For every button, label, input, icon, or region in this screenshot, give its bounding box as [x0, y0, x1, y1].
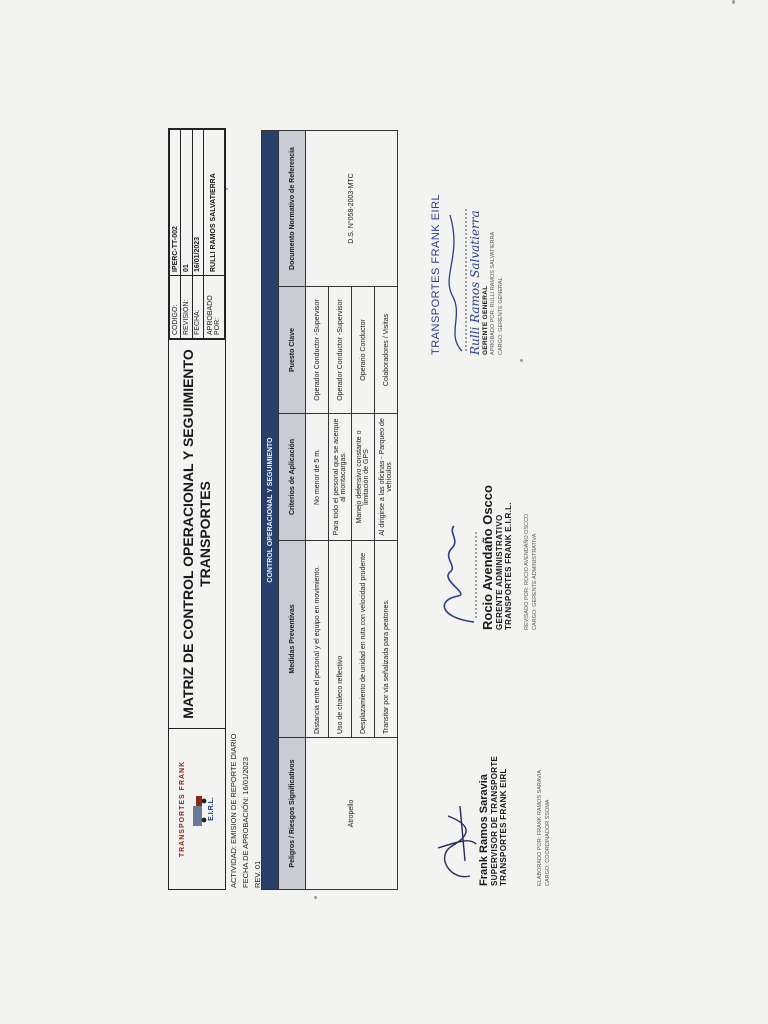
handwritten-signature [430, 796, 478, 886]
meta-value: IPERC-TT-002 [170, 130, 181, 276]
meta-value: 01 [181, 130, 192, 276]
criterio-cell: Al dirigirse a las oficinas - Parqueo de vehículos [375, 414, 398, 541]
column-header: Peligros / Riesgos Significativos [279, 738, 306, 890]
hazard-cell: Atropello [306, 738, 398, 890]
puesto-cell: Operario Conductor [352, 287, 375, 414]
column-header: Criterios de Aplicación [279, 414, 306, 541]
document-title [169, 339, 225, 728]
column-header: Documento Normativo de Referencia [279, 131, 306, 287]
criterio-cell: Manejo defensivo constante o limitación de GPS [352, 414, 375, 541]
matrix-document [140, 120, 610, 900]
activity-info [228, 734, 264, 888]
criterio-cell: No menor de 5 m. [306, 414, 329, 541]
signer-company: TRANSPORTES FRANK EIRL [499, 768, 508, 886]
section-title: CONTROL OPERACIONAL Y SEGUIMIENTO [262, 131, 279, 890]
criterio-cell: Para todo el personal que se acerque al montacargas. [329, 414, 352, 541]
activity-line: ACTIVIDAD: EMISION DE REPORTE DIARIO [229, 733, 238, 888]
column-header: Puesto Clave [279, 287, 306, 414]
meta-row [170, 130, 181, 339]
meta-value: 16/01/2023 [192, 130, 203, 276]
normativo-cell: D.S. N°058-2003-MTC [306, 131, 398, 287]
medida-cell: Desplazamiento de unidad en ruta con velocidad prudente [352, 541, 375, 738]
truck-icon [187, 790, 207, 828]
meta-row [192, 130, 203, 339]
approval-date: FECHA DE APROBACIÓN: 16/01/2023 [241, 757, 250, 888]
title-line-2: TRANSPORTES [197, 481, 213, 587]
handwritten-signature [430, 520, 480, 630]
handwritten-signature [442, 205, 468, 355]
meta-row [181, 130, 192, 339]
title-line-1: MATRIZ DE CONTROL OPERACIONAL Y SEGUIMIENTO [179, 349, 196, 719]
prepared-position: CARGO: COORDINADOR SSOMA [545, 799, 551, 886]
company-stamp: TRANSPORTES FRANK EIRL [430, 193, 442, 355]
signature-block-reviewed [430, 410, 539, 630]
signature-block-prepared [430, 686, 552, 886]
puesto-cell: Operador Conductor -Supervisor [329, 287, 352, 414]
table-row [306, 131, 329, 890]
signer-name: Rulli Ramos Salvatierra [468, 210, 482, 355]
document-header [168, 128, 226, 890]
column-header: Medidas Preventivas [279, 541, 306, 738]
meta-key: APROBADO POR: [203, 276, 224, 339]
reviewed-position: CARGO: GERENTE ADMINISTRATIVA [532, 533, 538, 630]
signer-role: GERENTE GENERAL [482, 285, 489, 355]
signer-role: SUPERVISOR DE TRANSPORTE [490, 755, 499, 886]
meta-key: CODIGO: [170, 276, 181, 339]
revision: REV. 01 [253, 860, 262, 888]
document-meta [169, 129, 225, 339]
signer-company: TRANSPORTES FRANK E.I.R.L. [504, 502, 513, 630]
medida-cell: Transitar por vía señalizada para peatones. [375, 541, 398, 738]
meta-key: FECHA: [192, 276, 203, 339]
approved-position: CARGO: GERENTE GENERAL [498, 277, 504, 355]
reviewed-by: REVISADO POR: ROCIO AVENDAÑO OSCCO [524, 513, 530, 630]
signer-name: Frank Ramos Saravia [478, 774, 490, 886]
company-logo [169, 728, 225, 889]
signature-block-approved [430, 135, 505, 355]
puesto-cell: Operador Conductor -Supervisor [306, 287, 329, 414]
approved-by: APROBADO POR: RULLI RAMOS SALVATIERRA [490, 231, 496, 355]
signer-role: GERENTE ADMINISTRATIVO [495, 514, 504, 630]
prepared-by: ELABORADO POR: FRANK RAMOS SARAVIA [537, 769, 543, 886]
signer-name: Rocio Avendaño Oscco [480, 485, 495, 630]
medida-cell: Distancia entre el personal y el equipo en movimiento. [306, 541, 329, 738]
scan-speck [732, 0, 735, 4]
control-table [261, 130, 398, 890]
meta-row [203, 130, 224, 339]
medida-cell: Uso de chaleco reflectivo [329, 541, 352, 738]
meta-key: REVISIÓN: [181, 276, 192, 339]
logo-sub-text: E.I.R.L. [208, 797, 215, 821]
meta-value: RULLI RAMOS SALVATIERRA [203, 130, 224, 276]
puesto-cell: Colaboradores / Visitas [375, 287, 398, 414]
logo-arc-text: TRANSPORTES FRANK [179, 760, 186, 858]
